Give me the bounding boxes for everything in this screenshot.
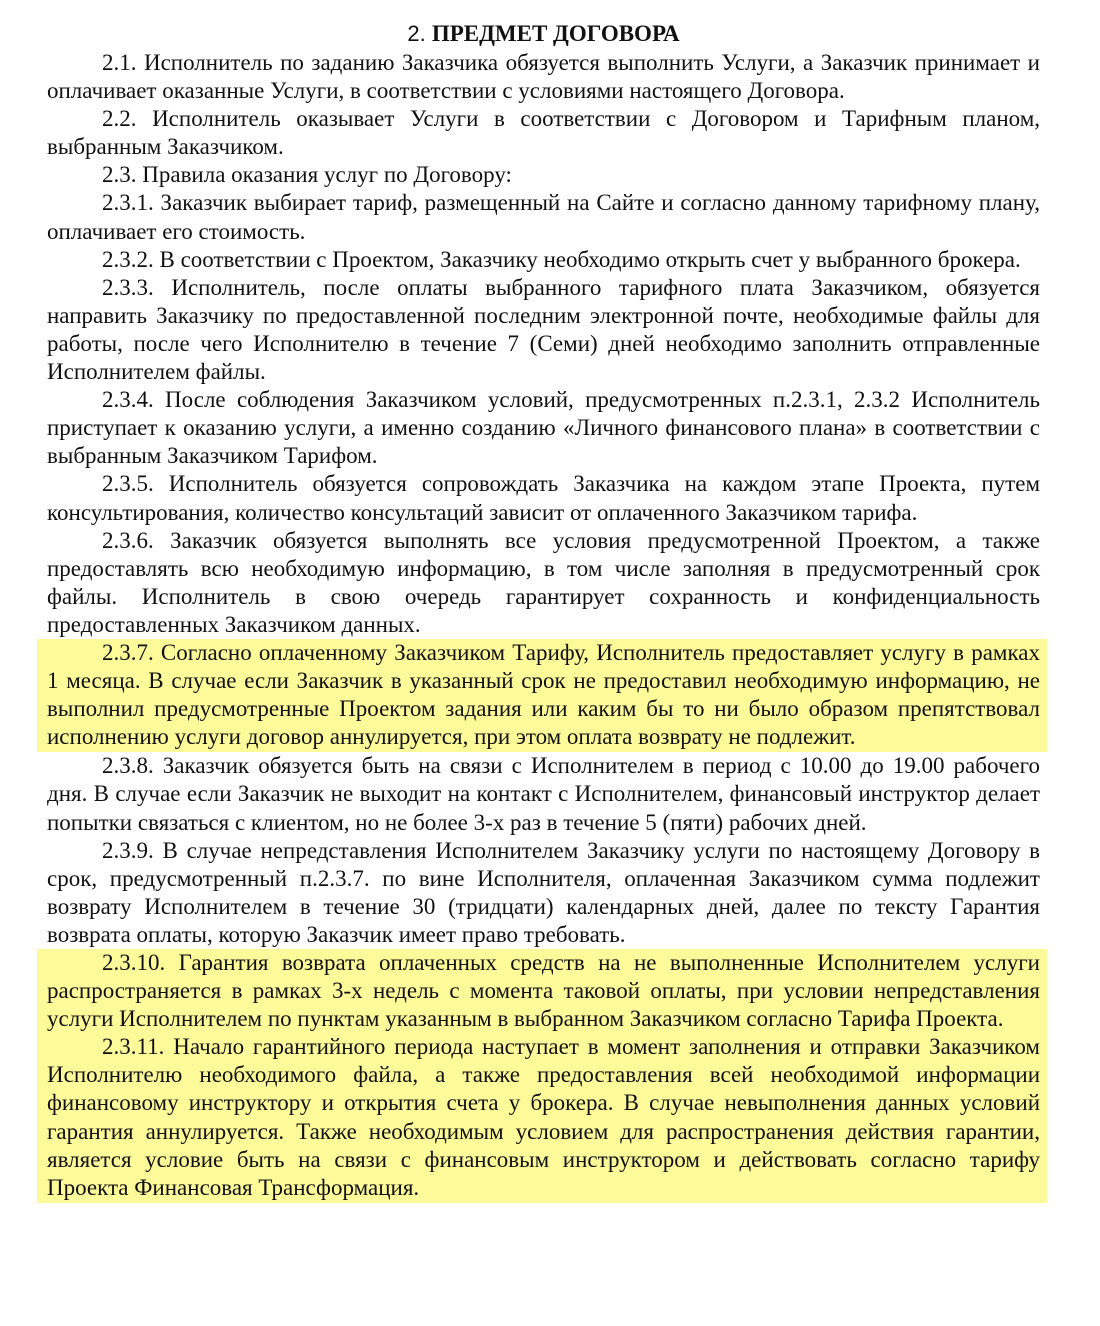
- clause-2-3-4: 2.3.4. После соблюдения Заказчиком условий, предусмотренных п.2.3.1, 2.3.2 Исполнитель приступает к оказанию услуги, а именно созданию «Личного финансового плана» в соответствии с выбранным Заказчиком Тарифом.: [47, 387, 1040, 469]
- clause-2-3-5: 2.3.5. Исполнитель обязуется сопровождать Заказчика на каждом этапе Проекта, путем консультирования, количество консультаций зависит от оплаченного Заказчиком тарифа.: [47, 471, 1040, 525]
- section-title: [47, 20, 1040, 48]
- section-heading: ПРЕДМЕТ ДОГОВОРА: [431, 21, 680, 46]
- clause-2-3-3: 2.3.3. Исполнитель, после оплаты выбранного тарифного плата Заказчиком, обязуется направить Заказчику по предоставленной последним электронной почте, необходимые файлы для работы, после чего Исполнителю в течение 7 (Семи) дней необходимо заполнить отправленные Исполнителем файлы.: [47, 274, 1040, 385]
- clause-2-3-1: 2.3.1. Заказчик выбирает тариф, размещенный на Сайте и согласно данному тарифному плану, оплачивает его стоимость.: [47, 190, 1040, 244]
- clause-2-3-10: 2.3.10. Гарантия возврата оплаченных средств на не выполненные Исполнителем услуги распространяется в рамках 3-х недель с момента таковой оплаты, при условии непредставления услуги Исполнителем по пунктам указанным в выбранном Заказчиком согласно Тарифа Проекта.: [47, 950, 1040, 1032]
- clause-2-3-9: 2.3.9. В случае непредставления Исполнителем Заказчику услуги по настоящему Договору в срок, предусмотренный п.2.3.7. по вине Исполнителя, оплаченная Заказчиком сумма подлежит возврату Исполнителем в течение 30 (тридцати) календарных дней, далее по тексту Гарантия возврата оплаты, которую Заказчик имеет право требовать.: [47, 837, 1040, 947]
- clause-2-1: 2.1. Исполнитель по заданию Заказчика обязуется выполнить Услуги, а Заказчик принимает и оплачивает оказанные Услуги, в соответствии с условиями настоящего Договора.: [47, 50, 1040, 104]
- clause-2-2: 2.2. Исполнитель оказывает Услуги в соответствии с Договором и Тарифным планом, выбранным Заказчиком.: [47, 106, 1040, 160]
- section-number: 2.: [407, 21, 426, 46]
- clause-2-3-2: 2.3.2. В соответствии с Проектом, Заказчику необходимо открыть счет у выбранного брокера.: [102, 246, 1021, 272]
- clause-2-3-6: 2.3.6. Заказчик обязуется выполнять все условия предусмотренной Проектом, а также предоставлять всю необходимую информацию, в том числе заполняя в предусмотренный срок файлы. Исполнитель в свою очередь гарантирует сохранность и конфиденциальность предоставленных Заказчиком данных.: [47, 527, 1040, 637]
- clause-2-3-7: 2.3.7. Согласно оплаченному Заказчиком Тарифу, Исполнитель предоставляет услугу в рамках 1 месяца. В случае если Заказчик в указанный срок не предоставил необходимую информацию, не выполнил предусмотренные Проектом задания или каким бы то ни было образом препятствовал исполнению услуги договор аннулируется, при этом оплата возврату не подлежит.: [47, 639, 1040, 750]
- highlight-block-2: [37, 949, 1047, 1203]
- clause-2-3: 2.3. Правила оказания услуг по Договору:: [102, 162, 512, 188]
- clause-2-3-11: 2.3.11. Начало гарантийного периода наступает в момент заполнения и отправки Заказчиком Исполнителю необходимого файла, а также предоставления всей необходимой информации финансовому инструктору и открытия счета у брокера. В случае невыполнения данных условий гарантия аннулируется. Также необходимым условием для распространения действия гарантии, является условие быть на связи с финансовым инструктором и действовать согласно тарифу Проекта Финансовая Трансформация.: [47, 1034, 1040, 1200]
- contract-document: [47, 20, 1040, 1203]
- highlight-block-1: [37, 639, 1047, 752]
- clause-2-3-8: 2.3.8. Заказчик обязуется быть на связи с Исполнителем в период с 10.00 до 19.00 рабочего дня. В случае если Заказчик не выходит на контакт с Исполнителем, финансовый инструктор делает попытки связаться с клиентом, но не более 3-х раз в течение 5 (пяти) рабочих дней.: [47, 753, 1040, 835]
